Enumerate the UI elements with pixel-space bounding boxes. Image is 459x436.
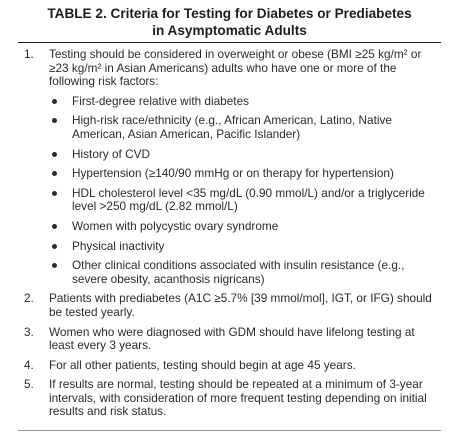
bottom-divider [18,430,441,431]
table-title-line-2: in Asymptomatic Adults [152,22,307,38]
item-number: 4. [24,357,34,372]
risk-factor-item [49,187,441,214]
item-text: Patients with prediabetes (A1C ≥5.7% [39 mmol/mol], IGT, or IFG) should be tested yearly. [49,291,432,319]
item-number: 3. [24,324,34,339]
table-body [18,48,441,419]
risk-factor-text: Women with polycystic ovary syndrome [72,218,279,233]
risk-factor-item [49,259,441,286]
criteria-item [18,326,441,353]
bullet-icon [52,224,57,229]
item-number: 5. [24,377,34,392]
risk-factor-text: Hypertension (≥140/90 mmHg or on therapy for hypertension) [72,166,394,181]
item-text: Testing should be considered in overweight or obese (BMI ≥25 kg/m² or ≥23 kg/m² in Asian Americans) adults who have one or more of the following risk factors: [49,47,422,89]
item-number: 2. [24,291,34,306]
criteria-item [18,48,441,286]
item-number: 1. [24,47,34,61]
criteria-list [18,48,441,419]
bullet-icon [52,152,57,157]
table-title [18,6,441,42]
bullet-icon [52,171,57,176]
risk-factor-text: Other clinical conditions associated with insulin resistance (e.g., severe obesity, acanthosis nigricans) [72,258,405,286]
item-text: For all other patients, testing should begin at age 45 years. [49,357,356,372]
table-title-line-1: TABLE 2. Criteria for Testing for Diabetes or Prediabetes [47,6,412,21]
risk-factor-item [49,114,441,141]
risk-factor-item [49,220,441,234]
item-text: If results are normal, testing should be repeated at a minimum of 3-year intervals, with consideration of more frequent testing depending on initial results and risk status. [49,377,427,419]
risk-factor-item [49,167,441,181]
bullet-icon [52,118,57,123]
risk-factor-text: High-risk race/ethnicity (e.g., African American, Latino, Native American, Asian American, Pacific Islander) [72,113,392,141]
bullet-icon [52,263,57,268]
criteria-item [18,359,441,373]
bullet-icon [52,191,57,196]
risk-factor-text: HDL cholesterol level <35 mg/dL (0.90 mmol/L) and/or a triglyceride level >250 mg/dL (2.82 mmol/L) [72,185,425,214]
risk-factor-text: History of CVD [72,146,151,161]
title-divider [18,42,441,43]
risk-factor-item [49,148,441,162]
criteria-item [18,378,441,419]
risk-factor-text: First-degree relative with diabetes [72,93,250,108]
risk-factor-text: Physical inactivity [72,238,165,253]
item-text: Women who were diagnosed with GDM should have lifelong testing at least every 3 years. [49,324,415,353]
risk-factor-list [49,95,441,287]
risk-factor-item [49,240,441,254]
risk-factor-item [49,95,441,109]
bullet-icon [52,99,57,104]
criteria-item [18,292,441,319]
bullet-icon [52,244,57,249]
